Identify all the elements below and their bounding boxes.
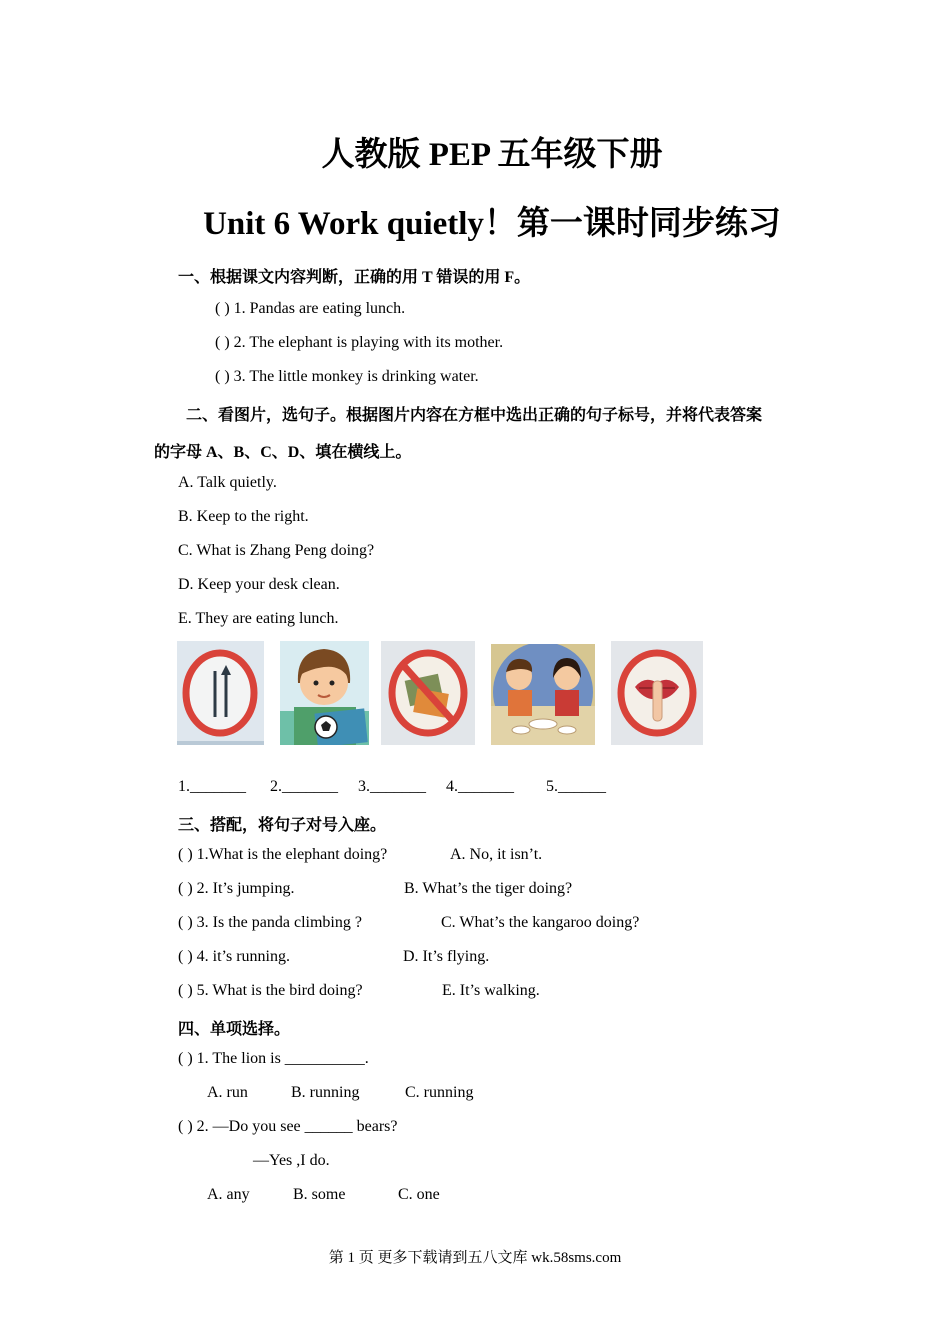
quiet-sign-image — [611, 641, 703, 745]
part1-heading: 一、根据课文内容判断，正确的用 T 错误的用 F。 — [178, 269, 531, 286]
part2-heading: 二、看图片，选句子。根据图片内容在方框中选出正确的句子标号，并将代表答案 — [186, 407, 763, 424]
answer-blank-5[interactable]: 5.______ — [546, 778, 606, 795]
part3-heading: 三、搭配，将句子对号入座。 — [178, 817, 387, 834]
question-1-option: B. running — [291, 1084, 360, 1101]
part2-heading-cont: 的字母 A、B、C、D、填在横线上。 — [154, 444, 412, 461]
answer-blank-1[interactable]: 1._______ — [178, 778, 246, 795]
question-2-reply: —Yes ,I do. — [253, 1152, 330, 1169]
question-2-option: A. any — [207, 1186, 250, 1203]
question-1-option: C. running — [405, 1084, 474, 1101]
match-left: ( ) 2. It’s jumping. — [178, 880, 295, 897]
match-right: D. It’s flying. — [403, 948, 490, 965]
match-left: ( ) 1.What is the elephant doing? — [178, 846, 388, 863]
part1-item: ( ) 2. The elephant is playing with its mother. — [215, 334, 504, 351]
page-title: 人教版 PEP 五年级下册 — [321, 137, 663, 173]
part2-option: E. They are eating lunch. — [178, 610, 339, 627]
match-right: C. What’s the kangaroo doing? — [441, 914, 640, 931]
question-2-option: C. one — [398, 1186, 440, 1203]
no-littering-sign-image — [381, 641, 475, 745]
match-left: ( ) 3. Is the panda climbing ? — [178, 914, 362, 931]
part1-item: ( ) 3. The little monkey is drinking water. — [215, 368, 479, 385]
answer-blank-4[interactable]: 4._______ — [446, 778, 514, 795]
part2-option: B. Keep to the right. — [178, 508, 309, 525]
match-left: ( ) 4. it’s running. — [178, 948, 290, 965]
part1-item: ( ) 1. Pandas are eating lunch. — [215, 300, 406, 317]
page-footer: 第 1 页 更多下载请到五八文库 wk.58sms.com — [328, 1250, 622, 1266]
question-2-option: B. some — [293, 1186, 346, 1203]
match-right: B. What’s the tiger doing? — [404, 880, 573, 897]
keep-right-sign-image — [177, 641, 264, 745]
answer-blank-2[interactable]: 2._______ — [270, 778, 338, 795]
answer-blank-3[interactable]: 3._______ — [358, 778, 426, 795]
part2-option: C. What is Zhang Peng doing? — [178, 542, 375, 559]
boy-reading-image — [280, 641, 369, 745]
question-1-stem: ( ) 1. The lion is __________. — [178, 1050, 369, 1067]
question-1-option: A. run — [207, 1084, 248, 1101]
part2-option: D. Keep your desk clean. — [178, 576, 340, 593]
match-right: A. No, it isn’t. — [450, 846, 543, 863]
part2-option: A. Talk quietly. — [178, 474, 277, 491]
match-right: E. It’s walking. — [442, 982, 540, 999]
question-2-stem: ( ) 2. —Do you see ______ bears? — [178, 1118, 398, 1135]
page-subtitle: Unit 6 Work quietly！第一课时同步练习 — [203, 206, 781, 242]
kids-eating-image — [491, 644, 595, 745]
part4-heading: 四、单项选择。 — [178, 1021, 291, 1038]
match-left: ( ) 5. What is the bird doing? — [178, 982, 363, 999]
